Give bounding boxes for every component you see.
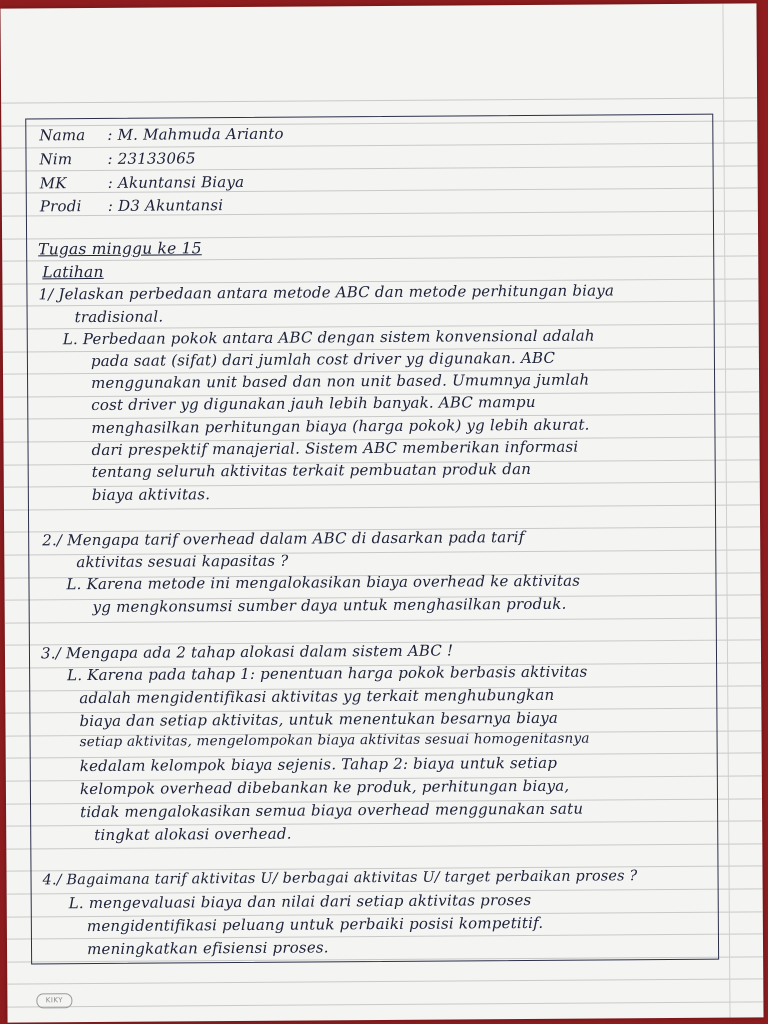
question-1-line: tradisional. xyxy=(74,307,164,327)
answer-4-line: mengidentifikasi peluang untuk perbaiki posisi kompetitif. xyxy=(86,913,544,936)
answer-3-line: biaya dan setiap aktivitas, untuk menentukan besarnya biaya xyxy=(79,708,559,731)
answer-2-line: yg mengkonsumsi sumber daya untuk menghasilkan produk. xyxy=(92,594,567,617)
name-value: : M. Mahmuda Arianto xyxy=(107,124,284,144)
ruled-lines xyxy=(0,3,756,8)
name-label: Nama xyxy=(39,126,86,145)
answer-1-line: tentang seluruh aktivitas terkait pembuatan produk dan xyxy=(91,459,532,482)
answer-1-line: dari prespektif manajerial. Sistem ABC memberikan informasi xyxy=(91,437,579,460)
answer-2-line: L. Karena metode ini mengalokasikan biaya overhead ke aktivitas xyxy=(66,571,581,594)
mk-value: : Akuntansi Biaya xyxy=(107,172,245,192)
answer-1-line: menghasilkan perhitungan biaya (harga pokok) yg lebih akurat. xyxy=(91,415,590,438)
question-4-line: 4./ Bagaimana tarif aktivitas U/ berbagai aktivitas U/ target perbaikan proses ? xyxy=(42,868,638,889)
assignment-title: Tugas minggu ke 15 xyxy=(38,239,202,259)
ruled-line xyxy=(7,1001,763,1007)
answer-3-line: kedalam kelompok biaya sejenis. Tahap 2: biaya untuk setiap xyxy=(79,753,558,776)
ruled-line xyxy=(7,978,763,984)
answer-3-line: tidak mengalokasikan semua biaya overhead menggunakan satu xyxy=(80,799,584,822)
nim-label: Nim xyxy=(39,150,73,169)
answer-1-line: biaya aktivitas. xyxy=(91,485,211,505)
ruled-line xyxy=(1,97,757,103)
answer-1-line: menggunakan unit based dan non unit based. Umumnya jumlah xyxy=(91,370,590,393)
answer-1-line: cost driver yg digunakan jauh lebih banyak. ABC mampu xyxy=(91,392,536,415)
mk-label: MK xyxy=(39,174,67,193)
question-3-line: 3./ Mengapa ada 2 tahap alokasi dalam sistem ABC ! xyxy=(40,641,454,663)
question-2-line: 2./ Mengapa tarif overhead dalam ABC di dasarkan pada tarif xyxy=(42,528,525,550)
answer-3-line: tingkat alokasi overhead. xyxy=(94,824,292,845)
answer-3-line: L. Karena pada tahap 1: penentuan harga pokok berbasis aktivitas xyxy=(67,662,588,685)
section-title: Latihan xyxy=(42,262,104,282)
answer-3-line: adalah mengidentifikasi aktivitas yg terkait menghubungkan xyxy=(79,685,555,708)
notebook-page xyxy=(0,3,763,1022)
nim-value: : 23133065 xyxy=(107,149,196,168)
prodi-label: Prodi xyxy=(39,197,82,216)
question-1-line: 1/ Jelaskan perbedaan antara metode ABC dan metode perhitungan biaya xyxy=(38,281,615,304)
prodi-value: : D3 Akuntansi xyxy=(107,196,224,215)
answer-3-line: kelompok overhead dibebankan ke produk, perhitungan biaya, xyxy=(79,776,570,799)
answer-3-line: setiap aktivitas, mengelompokan biaya aktivitas sesuai homogenitasnya xyxy=(79,730,590,751)
answer-1-line: L. Perbedaan pokok antara ABC dengan sistem konvensional adalah xyxy=(62,326,595,349)
answer-1-line: pada saat (sifat) dari jumlah cost driver yg digunakan. ABC xyxy=(90,348,556,371)
answer-4-line: meningkatkan efisiensi proses. xyxy=(86,938,329,959)
question-2-line: aktivitas sesuai kapasitas ? xyxy=(76,551,289,572)
paper-brand-logo: KIKY xyxy=(36,993,72,1008)
answer-4-line: L. mengevaluasi biaya dan nilai dari setiap aktivitas proses xyxy=(68,890,532,913)
